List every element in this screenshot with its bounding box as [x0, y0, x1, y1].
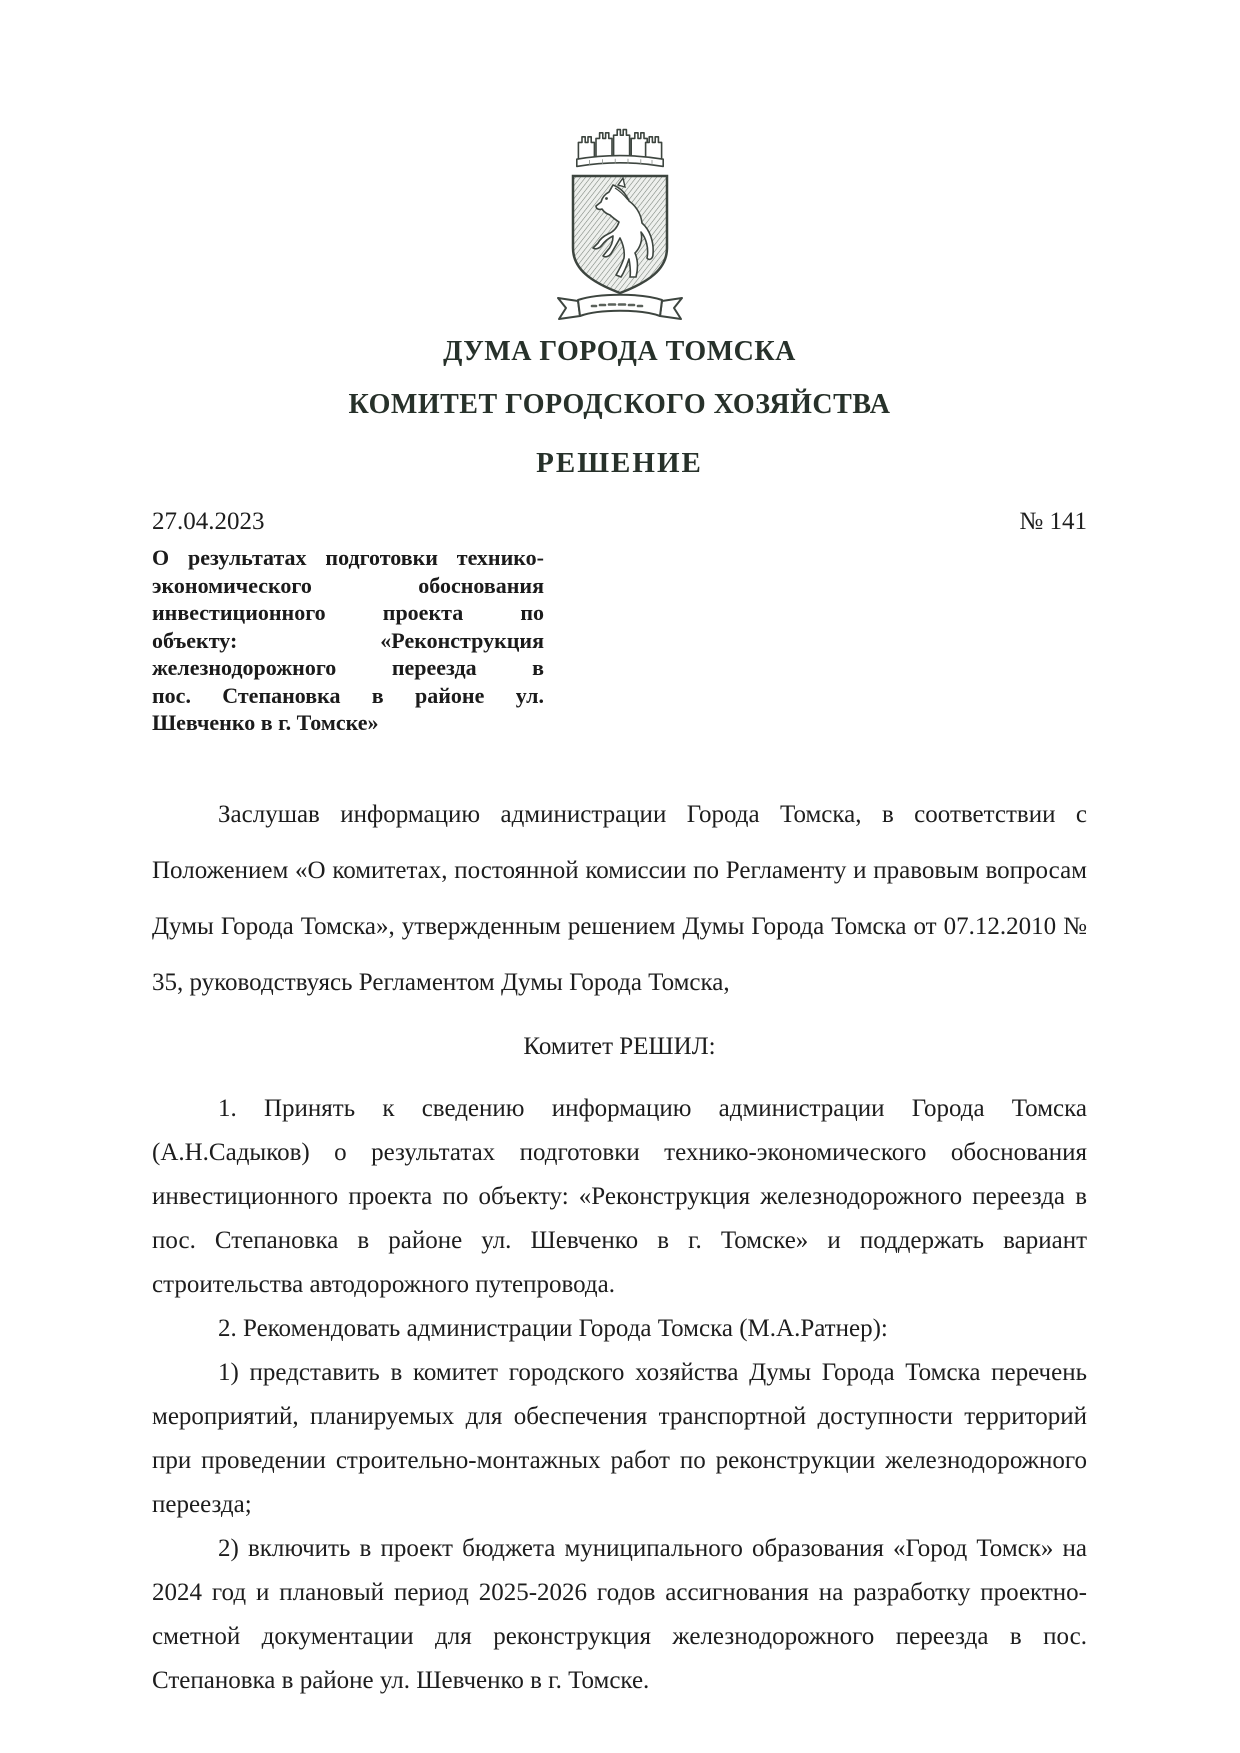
subject-line: Шевченко в г. Томске» [152, 710, 379, 735]
document-type-title: РЕШЕНИЕ [536, 447, 703, 479]
document-date: 27.04.2023 [152, 508, 265, 535]
resolution-subitem-2-1: 1) представить в комитет городского хозяйства Думы Города Томска перечень мероприятий, планируемых для обеспечения транспортной доступности территорий при проведении строительно-монтажных работ по реконструкции железнодорожного переезда; [152, 1358, 1087, 1518]
resolution-item-1: 1. Принять к сведению информацию администрации Города Томска (А.Н.Садыков) о результатах подготовки технико-экономического обоснования инвестиционного проекта по объекту: «Реконструкция железнодорожного переезда в пос. Степановка в районе ул. Шевченко в г. Томске» и поддержать вариант строительства автодорожного путепровода. [152, 1094, 1087, 1298]
motto-ribbon-icon [554, 292, 686, 324]
subject-line: экономического обоснования [152, 572, 544, 598]
preamble-paragraph: Заслушав информацию администрации Города Томска, в соответствии с Положением «О комитетах, постоянной комиссии по Регламенту и правовым вопросам Думы Города Томска», утвержденным решением Думы Города Томска от 07.12.2010 № 35, руководствуясь Регламентом Думы Города Томска, [152, 800, 1087, 996]
document-number: № 141 [1019, 508, 1087, 535]
resolution-item-2: 2. Рекомендовать администрации Города Томска (М.А.Ратнер): [218, 1314, 888, 1342]
shield-horse-icon [569, 172, 671, 298]
tomsk-coat-of-arms-icon [550, 126, 690, 324]
organization-title: ДУМА ГОРОДА ТОМСКА [443, 336, 796, 367]
subject-line: пос. Степановка в районе ул. [152, 682, 544, 708]
committee-title: КОМИТЕТ ГОРОДСКОГО ХОЗЯЙСТВА [348, 389, 891, 420]
subject-block [152, 544, 544, 737]
resolution-heading: Комитет РЕШИЛ: [523, 1032, 716, 1060]
resolution-subitem-2-2: 2) включить в проект бюджета муниципального образования «Город Томск» на 2024 год и плановый период 2025-2026 годов ассигнования на разработку проектно-сметной документации для реконструкция железнодорожного переезда в пос. Степановка в районе ул. Шевченко в г. Томске. [152, 1534, 1087, 1694]
subject-line: О результатах подготовки технико- [152, 545, 544, 570]
subject-line: инвестиционного проекта по [152, 600, 544, 625]
subject-line: объекту: «Реконструкция [152, 627, 544, 653]
subject-line: железнодорожного переезда в [152, 655, 544, 680]
mural-crown-icon [572, 126, 668, 170]
date-number-row [152, 506, 1087, 538]
